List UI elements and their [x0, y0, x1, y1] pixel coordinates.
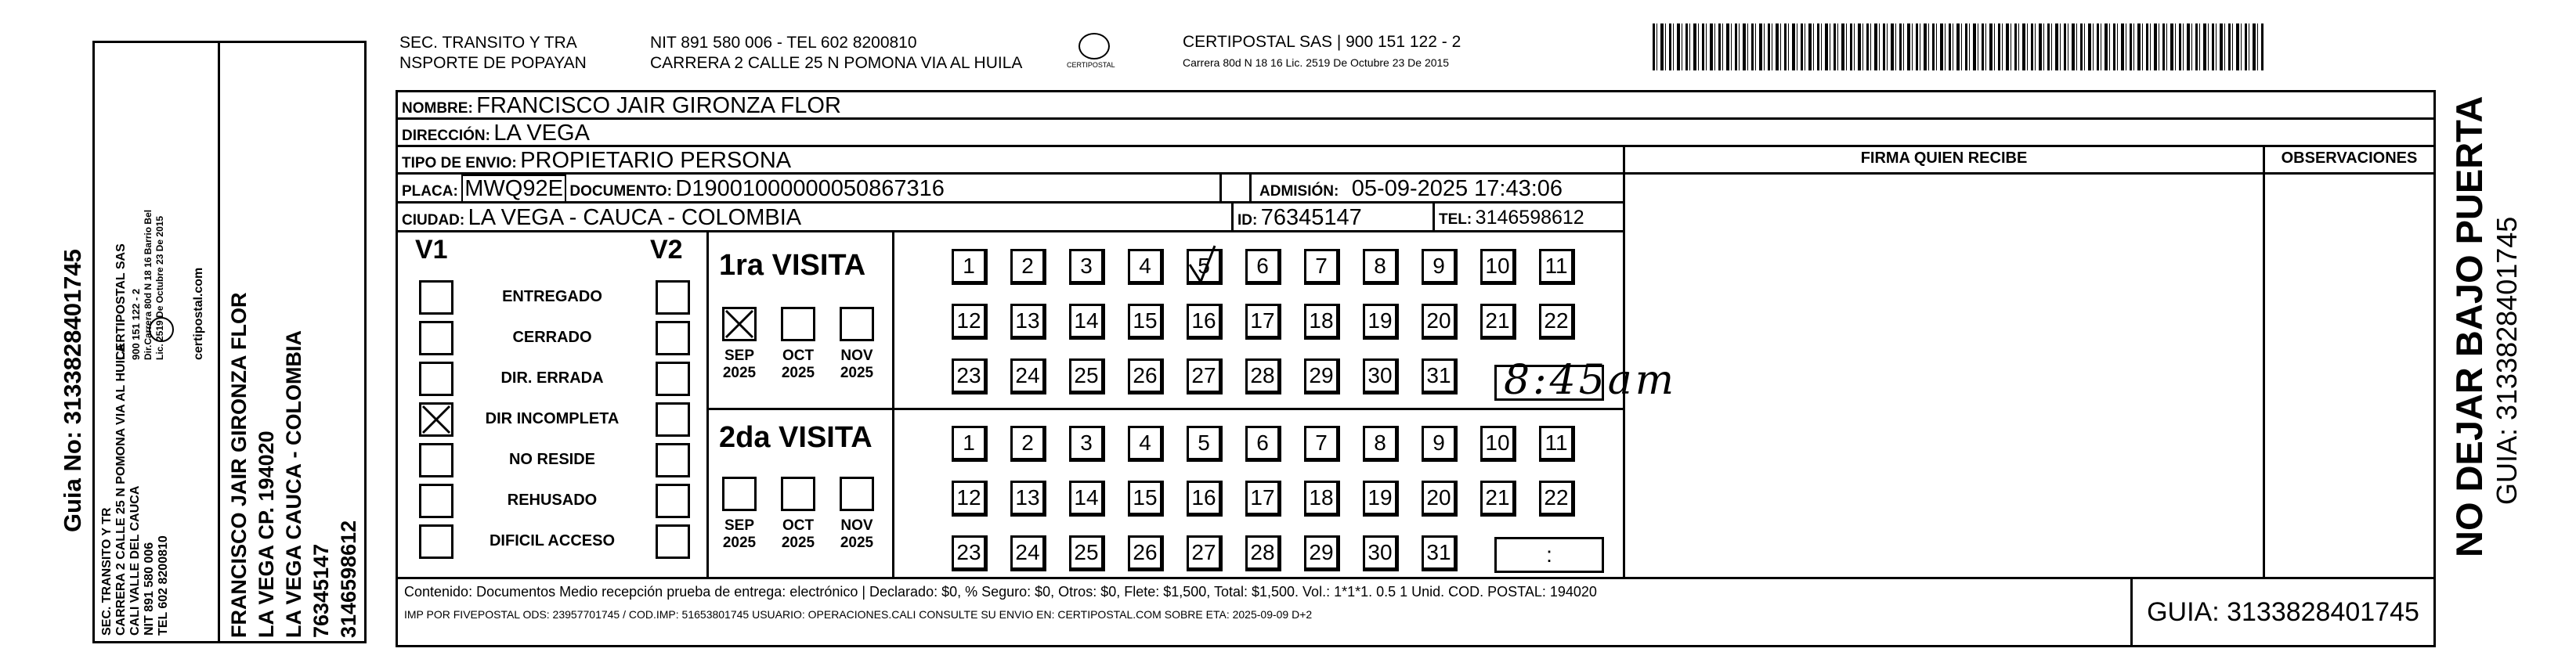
visit2-day-box[interactable]: 16 [1187, 481, 1223, 517]
visit2-day-box[interactable]: 15 [1128, 481, 1164, 517]
visit2-day-box[interactable]: 31 [1422, 535, 1458, 571]
visit1-day-box[interactable]: 26 [1128, 358, 1164, 394]
month-year: 2025 [781, 365, 815, 381]
header-carrier-line: Carrera 80d N 18 16 Lic. 2519 De Octubre 23 De 2015 [1183, 56, 1450, 69]
stub-recipient-line: LA VEGA CAUCA - COLOMBIA [282, 330, 305, 638]
stub-sender-line: CALI VALLE DEL CAUCA [128, 485, 142, 636]
documento-value: D19001000000050867316 [675, 176, 945, 201]
nombre-value: FRANCISCO JAIR GIRONZA FLOR [476, 93, 841, 118]
visit1-day-box[interactable]: 24 [1010, 358, 1046, 394]
visit1-day-box[interactable]: 28 [1245, 358, 1281, 394]
visit1-day-box[interactable]: 25 [1069, 358, 1105, 394]
tipo-value: PROPIETARIO PERSONA [520, 148, 792, 173]
visit1-day-box[interactable]: 3 [1069, 249, 1105, 285]
status-label: REHUSADO [507, 492, 598, 509]
visit2-day-box[interactable]: 27 [1187, 535, 1223, 571]
visit2-day-box[interactable]: 10 [1480, 426, 1516, 462]
month-year: 2025 [781, 535, 815, 551]
visit2-day-box[interactable]: 14 [1069, 481, 1105, 517]
placa-field [396, 172, 1222, 204]
visit1-day-box[interactable]: 27 [1187, 358, 1223, 394]
visit2-day-box[interactable]: 18 [1304, 481, 1340, 517]
month-year: 2025 [722, 535, 757, 551]
nombre-label: NOMBRE: [402, 100, 473, 117]
visit2-month-checkbox[interactable] [840, 477, 874, 511]
status-v1-checkbox[interactable] [419, 280, 453, 315]
visit1-day-box[interactable]: 13 [1010, 304, 1046, 340]
visit1-day-box[interactable]: 15 [1128, 304, 1164, 340]
stub-carrier-line: CERTIPOSTAL SAS [114, 243, 128, 360]
visit2-month-label [775, 517, 822, 552]
stub-carrier-line: 900 151 122 - 2 [130, 288, 142, 360]
observaciones-header: OBSERVACIONES [2281, 149, 2418, 167]
status-v2-checkbox[interactable] [656, 524, 690, 559]
visit1-day-box[interactable]: 20 [1422, 304, 1458, 340]
stub-sender-line: SEC. TRANSITO Y TR [100, 507, 114, 636]
status-v1-checkbox[interactable] [419, 524, 453, 559]
visit1-day-box[interactable]: 12 [952, 304, 988, 340]
visit1-day-box[interactable]: 7 [1304, 249, 1340, 285]
barcode [1653, 23, 2263, 70]
v2-header: V2 [650, 235, 683, 265]
observaciones-column [2263, 145, 2436, 579]
stub-carrier-web: certipostal.com [192, 267, 205, 360]
status-v1-checkbox[interactable] [419, 443, 453, 477]
header-nit [650, 33, 1022, 74]
status-label: DIR. ERRADA [500, 369, 604, 387]
tel-field [1433, 201, 1625, 232]
stub-recipient-line: 3146598612 [337, 520, 360, 638]
visit1-day-box[interactable]: 2 [1010, 249, 1046, 285]
visit1-day-box[interactable]: 19 [1363, 304, 1399, 340]
visit1-day-box[interactable]: 23 [952, 358, 988, 394]
visit1-day-box[interactable]: 4 [1128, 249, 1164, 285]
stub-sender-line: NIT 891 580 006 [143, 542, 156, 636]
month-year: 2025 [840, 535, 874, 551]
visit1-day-box[interactable]: 17 [1245, 304, 1281, 340]
observaciones-header-line [2263, 172, 2436, 175]
visit1-time-handwritten: 8:45am [1504, 357, 1678, 404]
ciudad-field [396, 201, 1234, 232]
visit2-day-box[interactable]: 29 [1304, 535, 1340, 571]
visit1-day-box[interactable]: 11 [1539, 249, 1575, 285]
stub-recipient-line: FRANCISCO JAIR GIRONZA FLOR [227, 292, 251, 638]
x-mark-icon [421, 405, 451, 434]
visit2-day-box[interactable]: 24 [1010, 535, 1046, 571]
carrier-logo-icon [1078, 33, 1110, 59]
tipo-label: TIPO DE ENVIO: [402, 155, 517, 171]
stub-logo-icon [149, 317, 174, 342]
footer-guia: GUIA: 3133828401745 [2147, 597, 2419, 627]
visit2-day-box[interactable]: 5 [1187, 426, 1223, 462]
id-value: 76345147 [1260, 205, 1362, 230]
footer-box [396, 577, 2133, 647]
visit2-month-label [716, 517, 763, 552]
status-v2-checkbox[interactable] [656, 362, 690, 396]
status-label: DIFICIL ACCESO [489, 532, 615, 549]
status-v2-checkbox[interactable] [656, 484, 690, 518]
id-field [1231, 201, 1435, 232]
ciudad-label: CIUDAD: [402, 212, 465, 229]
visit1-day-box[interactable]: 5 [1187, 249, 1223, 285]
status-v2-checkbox[interactable] [656, 443, 690, 477]
tel-label: TEL: [1439, 211, 1472, 228]
admision-label: ADMISIÓN: [1259, 183, 1339, 200]
visit1-day-box[interactable]: 8 [1363, 249, 1399, 285]
visit1-day-box[interactable]: 30 [1363, 358, 1399, 394]
day-check-mark-icon [1183, 241, 1230, 288]
visit2-day-box[interactable]: 1 [952, 426, 988, 462]
visit2-day-box[interactable]: 19 [1363, 481, 1399, 517]
visit2-day-box[interactable]: 23 [952, 535, 988, 571]
visit2-month-checkbox[interactable] [781, 477, 815, 511]
visit2-day-box[interactable]: 13 [1010, 481, 1046, 517]
nombre-row [396, 90, 2436, 120]
visit1-day-box[interactable]: 6 [1245, 249, 1281, 285]
month-year: 2025 [722, 365, 757, 381]
ciudad-value: LA VEGA - CAUCA - COLOMBIA [468, 205, 802, 230]
status-v1-checkbox[interactable] [419, 402, 453, 437]
stub-carrier-line: Dir.Carrera 80d N 18 16 Barrio Bel [143, 209, 154, 360]
visit1-day-box[interactable]: 21 [1480, 304, 1516, 340]
visit2-day-box[interactable]: 20 [1422, 481, 1458, 517]
x-mark-icon [724, 309, 754, 339]
firma-header: FIRMA QUIEN RECIBE [1860, 149, 2028, 167]
status-label: CERRADO [512, 329, 592, 346]
status-v1-checkbox[interactable] [419, 321, 453, 355]
header-sender-line: SEC. TRANSITO Y TRA [399, 34, 577, 52]
placa-label: PLACA: [402, 183, 458, 200]
side-warning: NO DEJAR BAJO PUERTA [2448, 95, 2490, 557]
visit1-month-label [716, 348, 763, 382]
visit2-day-box[interactable]: 12 [952, 481, 988, 517]
visit1-day-box[interactable]: 18 [1304, 304, 1340, 340]
direccion-row [396, 117, 2436, 147]
month-name: NOV [840, 348, 873, 364]
visit1-month-checkbox[interactable] [722, 307, 757, 341]
visit1-month-label [833, 348, 880, 382]
carrier-logo-text: CERTIPOSTAL [1067, 61, 1115, 69]
visit1-day-box[interactable]: 31 [1422, 358, 1458, 394]
documento-label: DOCUMENTO: [569, 183, 672, 200]
v1-header: V1 [415, 235, 448, 265]
visit2-day-box[interactable]: 2 [1010, 426, 1046, 462]
status-v2-checkbox[interactable] [656, 402, 690, 437]
month-name: OCT [782, 517, 815, 534]
stub-guia-text: Guia No: 3133828401745 [59, 249, 86, 532]
visit2-month-label [833, 517, 880, 552]
visit1-day-box[interactable]: 10 [1480, 249, 1516, 285]
footer-guia-box [2130, 577, 2436, 647]
visit2-day-box[interactable]: 17 [1245, 481, 1281, 517]
tipo-row [396, 145, 1625, 175]
footer-line2: IMP POR FIVEPOSTAL ODS: 23957701745 / COD.IMP: 51653801745 USUARIO: OPERACIONES.CALI CONSULTE SU ENVIO EN: CERTIPOSTAL.COM SOBRE ETA: 2025-09-09 D+2 [404, 608, 1313, 621]
header-sender-line: NSPORTE DE POPAYAN [399, 54, 587, 72]
visit1-month-label [775, 348, 822, 382]
visit1-day-box[interactable]: 9 [1422, 249, 1458, 285]
visit1-title: 1ra VISITA [719, 249, 866, 282]
id-label: ID: [1237, 212, 1258, 229]
visit2-day-box[interactable]: 22 [1539, 481, 1575, 517]
visit1-day-box[interactable]: 16 [1187, 304, 1223, 340]
visit1-day-box[interactable]: 22 [1539, 304, 1575, 340]
direccion-label: DIRECCIÓN: [402, 128, 490, 144]
visit2-day-box[interactable]: 4 [1128, 426, 1164, 462]
status-label: ENTREGADO [502, 288, 602, 305]
visit2-day-box[interactable]: 28 [1245, 535, 1281, 571]
visit2-day-box[interactable]: 30 [1363, 535, 1399, 571]
visit2-day-box[interactable]: 21 [1480, 481, 1516, 517]
stub-recipient-line: LA VEGA CP. 194020 [255, 430, 278, 638]
stub-sender-line: TEL 602 8200810 [157, 535, 170, 636]
month-name: NOV [840, 517, 873, 534]
header-carrier-line: CERTIPOSTAL SAS | 900 151 122 - 2 [1183, 33, 1461, 51]
status-v2-checkbox[interactable] [656, 280, 690, 315]
visit2-month-checkbox[interactable] [722, 477, 757, 511]
side-guia: GUIA: 3133828401745 [2491, 216, 2523, 505]
visit2-day-box[interactable]: 9 [1422, 426, 1458, 462]
direccion-value: LA VEGA [493, 121, 590, 146]
tel-value: 3146598612 [1475, 207, 1584, 229]
month-name: SEP [724, 517, 755, 534]
admision-field [1249, 172, 1625, 204]
firma-column [1623, 145, 2265, 579]
month-year: 2025 [840, 365, 874, 381]
status-v1-checkbox[interactable] [419, 484, 453, 518]
placa-value: MWQ92E [461, 175, 566, 203]
status-label: NO RESIDE [508, 451, 596, 468]
visit2-title: 2da VISITA [719, 421, 873, 454]
visit2-time-box: : [1494, 537, 1604, 573]
header-nit-line: NIT 891 580 006 - TEL 602 8200810 [650, 34, 917, 52]
header-sender [399, 33, 587, 74]
visit2-day-box[interactable]: 3 [1069, 426, 1105, 462]
header-nit-line: CARRERA 2 CALLE 25 N POMONA VIA AL HUILA [650, 54, 1023, 72]
visit2-day-box[interactable]: 11 [1539, 426, 1575, 462]
firma-header-line [1623, 172, 2265, 175]
visit2-day-box[interactable]: 26 [1128, 535, 1164, 571]
visit2-day-box[interactable]: 8 [1363, 426, 1399, 462]
status-v1-checkbox[interactable] [419, 362, 453, 396]
visit1-day-box[interactable]: 1 [952, 249, 988, 285]
stub-carrier-line: Lic. 2519 De Octubre 23 De 2015 [154, 215, 165, 360]
status-label: DIR INCOMPLETA [485, 410, 620, 427]
visit1-month-checkbox[interactable] [781, 307, 815, 341]
visit1-day-box[interactable]: 14 [1069, 304, 1105, 340]
admision-value: 05-09-2025 17:43:06 [1351, 176, 1563, 201]
visit1-month-checkbox[interactable] [840, 307, 874, 341]
stub-divider [218, 41, 220, 643]
visit1-day-box[interactable]: 29 [1304, 358, 1340, 394]
month-name: OCT [782, 348, 815, 364]
month-name: SEP [724, 348, 755, 364]
stub-sender-line: CARRERA 2 CALLE 25 N POMONA VIA AL HUILA [114, 343, 128, 636]
status-v2-checkbox[interactable] [656, 321, 690, 355]
visit2-day-box[interactable]: 7 [1304, 426, 1340, 462]
footer-line1: Contenido: Documentos Medio recepción prueba de entrega: electrónico | Declarado: $0, % Seguro: $0, Otros: $0, Flete: $1,500, Total: $1,500. Vol.: 1*1*1. 0.5 1 Unid. COD. POSTAL: 194020 [404, 584, 1597, 600]
visit2-day-box[interactable]: 6 [1245, 426, 1281, 462]
visit2-day-box[interactable]: 25 [1069, 535, 1105, 571]
stub-recipient-line: 76345147 [309, 543, 333, 638]
